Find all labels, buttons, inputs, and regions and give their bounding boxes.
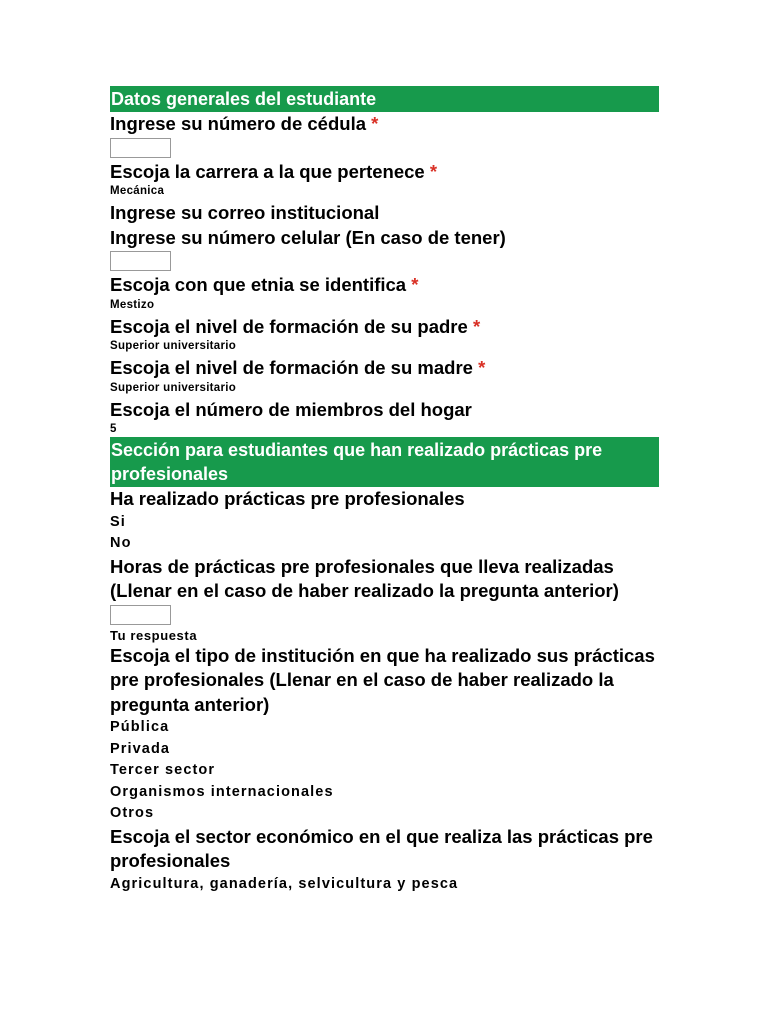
required-marker: * — [411, 274, 419, 295]
horas-placeholder: Tu respuesta — [110, 627, 198, 643]
sector-answer[interactable]: Agricultura, ganadería, selvicultura y pesca — [110, 875, 459, 892]
option-no[interactable]: No — [110, 535, 132, 551]
question-padre-label: Escoja el nivel de formación de su padre — [110, 315, 468, 337]
miembros-answer[interactable]: 5 — [110, 423, 117, 435]
question-madre-label: Escoja el nivel de formación de su madre — [110, 357, 473, 378]
required-marker: * — [472, 315, 481, 337]
question-miembros: Escoja el número de miembros del hogar — [110, 398, 472, 420]
question-madre — [110, 356, 659, 381]
question-carrera — [110, 160, 659, 185]
cedula-input[interactable] — [110, 138, 171, 158]
option-organismos-internacionales[interactable]: Organismos internacionales — [110, 783, 334, 800]
option-publica[interactable]: Pública — [110, 719, 170, 735]
option-privada[interactable]: Privada — [110, 740, 171, 757]
question-institucion: Escoja el tipo de institución en que ha realizado sus prácticas pre profesionales (Llenar en el caso de haber realizado la pregunta anterior) — [110, 644, 655, 715]
required-marker: * — [371, 113, 379, 134]
madre-answer[interactable]: Superior universitario — [110, 381, 237, 394]
question-realizado: Ha realizado prácticas pre profesionales — [110, 488, 465, 509]
form-page — [110, 86, 659, 895]
horas-input[interactable] — [110, 605, 171, 625]
question-etnia — [110, 273, 659, 298]
question-cedula — [110, 112, 659, 137]
section-header-general: Datos generales del estudiante — [110, 86, 659, 112]
required-marker: * — [429, 160, 438, 182]
question-cedula-label: Ingrese su número de cédula — [110, 113, 366, 134]
question-horas: Horas de prácticas pre profesionales que lleva realizadas (Llenar en el caso de haber realizado la pregunta anterior) — [110, 555, 619, 601]
section-header-practices: Sección para estudiantes que han realizado prácticas pre profesionales — [110, 437, 659, 487]
question-padre — [110, 315, 659, 340]
question-carrera-label: Escoja la carrera a la que pertenece — [110, 160, 425, 182]
celular-input[interactable] — [110, 251, 171, 271]
question-etnia-label: Escoja con que etnia se identifica — [110, 274, 407, 295]
option-otros[interactable]: Otros — [110, 805, 155, 821]
padre-answer[interactable]: Superior universitario — [110, 340, 237, 352]
question-celular: Ingrese su número celular (En caso de tener) — [110, 226, 506, 248]
required-marker: * — [478, 357, 486, 378]
etnia-answer[interactable]: Mestizo — [110, 298, 155, 311]
option-tercer-sector[interactable]: Tercer sector — [110, 762, 216, 778]
question-correo: Ingrese su correo institucional — [110, 202, 380, 223]
option-si[interactable]: Si — [110, 513, 126, 530]
question-sector: Escoja el sector económico en el que realiza las prácticas pre profesionales — [110, 825, 653, 871]
carrera-answer[interactable]: Mecánica — [110, 185, 165, 197]
